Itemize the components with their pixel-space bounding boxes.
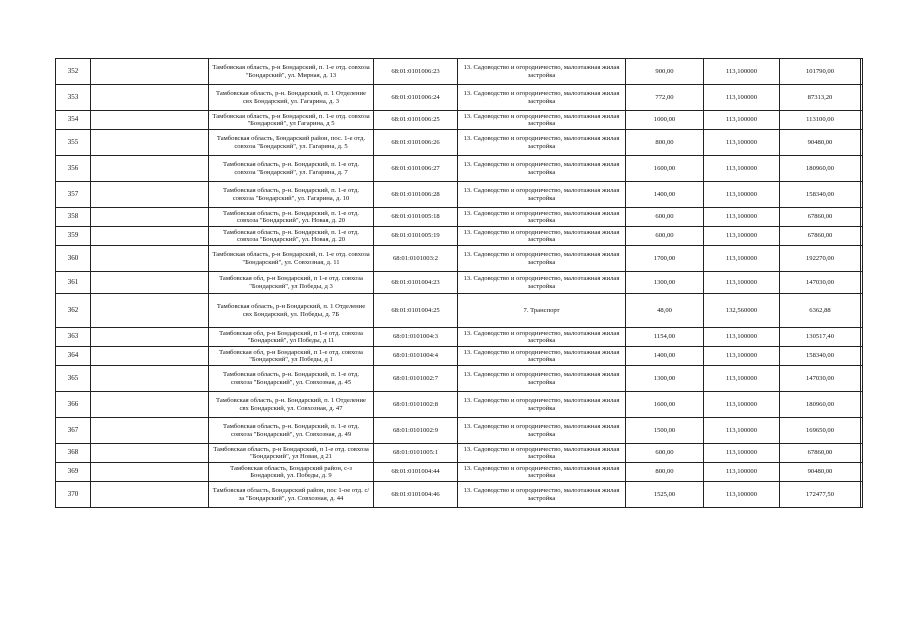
cell-row-number: 369 — [56, 463, 91, 482]
cell-address: Тамбовская область, р-н. Бондарский, п. 1-е отд. совхоза "Бондарский", ул. Новая, д. 20 — [209, 208, 374, 227]
cell-row-number: 360 — [56, 246, 91, 272]
cell-row-number: 357 — [56, 182, 91, 208]
table-row — [56, 366, 863, 392]
cell-cadastral-number: 68:01:0101002:9 — [374, 418, 458, 444]
cell-row-number: 352 — [56, 59, 91, 85]
cell-address: Тамбовская область, Бондарский район, пос. 1-е отд. совхоза "Бондарский", ул. Гагарина, д. 5 — [209, 130, 374, 156]
cell-address: Тамбовская обл, р-н Бондарский, п 1-е отд. совхоза "Бондарский", ул Победы, д 3 — [209, 272, 374, 294]
cell-land-use: 13. Садоводство и огородничество, малоэтажная жилая застройка — [458, 130, 626, 156]
cell-address: Тамбовская область, р-н. Бондарский, п. 1 Отделение свх Бондарский, ул. Гагарина, д. 3 — [209, 85, 374, 111]
cell-value: 169650,00 — [780, 418, 861, 444]
table-row — [56, 444, 863, 463]
cell-value: 6362,88 — [780, 294, 861, 328]
cell-empty-end — [861, 59, 863, 85]
cell-area: 1000,00 — [626, 111, 704, 130]
cell-land-use: 13. Садоводство и огородничество, малоэтажная жилая застройка — [458, 246, 626, 272]
cell-cadastral-number: 68:01:0101006:26 — [374, 130, 458, 156]
cell-area: 900,00 — [626, 59, 704, 85]
cell-empty — [91, 59, 209, 85]
cell-address: Тамбовская область, р-н Бондарский, п 1-е отд. совхоза "Бондарский", ул Новая, д 21 — [209, 444, 374, 463]
cell-cadastral-number: 68:01:0101002:7 — [374, 366, 458, 392]
cell-area: 1700,00 — [626, 246, 704, 272]
cell-row-number: 355 — [56, 130, 91, 156]
table-row — [56, 482, 863, 508]
cell-empty-end — [861, 444, 863, 463]
cell-address: Тамбовская область, р-н. Бондарский, п. 1-е отд. совхоза "Бондарский", ул. Совхозная, д. 49 — [209, 418, 374, 444]
table-row — [56, 347, 863, 366]
table-row — [56, 246, 863, 272]
cell-area: 48,00 — [626, 294, 704, 328]
cell-value: 158340,00 — [780, 182, 861, 208]
cell-empty-end — [861, 85, 863, 111]
table-row — [56, 463, 863, 482]
cell-empty — [91, 444, 209, 463]
cell-rate: 113,100000 — [704, 246, 780, 272]
cell-empty — [91, 227, 209, 246]
cell-cadastral-number: 68:01:0101004:3 — [374, 328, 458, 347]
cell-area: 800,00 — [626, 463, 704, 482]
cell-rate: 113,100000 — [704, 182, 780, 208]
cell-value: 147030,00 — [780, 366, 861, 392]
cell-empty — [91, 246, 209, 272]
cell-cadastral-number: 68:01:0101005:1 — [374, 444, 458, 463]
cell-land-use: 13. Садоводство и огородничество, малоэтажная жилая застройка — [458, 272, 626, 294]
cell-rate: 113,100000 — [704, 85, 780, 111]
cell-empty — [91, 294, 209, 328]
cell-empty-end — [861, 418, 863, 444]
cell-empty — [91, 418, 209, 444]
cell-row-number: 356 — [56, 156, 91, 182]
cell-empty-end — [861, 482, 863, 508]
cell-row-number: 368 — [56, 444, 91, 463]
cell-row-number: 367 — [56, 418, 91, 444]
cell-cadastral-number: 68:01:0101006:23 — [374, 59, 458, 85]
cell-empty — [91, 463, 209, 482]
cell-rate: 113,100000 — [704, 59, 780, 85]
cell-cadastral-number: 68:01:0101003:2 — [374, 246, 458, 272]
cell-cadastral-number: 68:01:0101004:44 — [374, 463, 458, 482]
cell-empty — [91, 85, 209, 111]
cell-cadastral-number: 68:01:0101002:8 — [374, 392, 458, 418]
cell-value: 67860,00 — [780, 227, 861, 246]
table-row — [56, 85, 863, 111]
cell-land-use: 13. Садоводство и огородничество, малоэтажная жилая застройка — [458, 392, 626, 418]
cell-value: 180960,00 — [780, 392, 861, 418]
cell-value: 87313,20 — [780, 85, 861, 111]
cell-row-number: 362 — [56, 294, 91, 328]
cell-address: Тамбовская обл, р-н Бондарский, п 1-е отд. совхоза "Бондарский", ул Победы, д 11 — [209, 328, 374, 347]
cell-empty-end — [861, 392, 863, 418]
cell-empty-end — [861, 463, 863, 482]
cell-area: 1525,00 — [626, 482, 704, 508]
cell-rate: 113,100000 — [704, 272, 780, 294]
table-row — [56, 111, 863, 130]
cell-address: Тамбовская область, р-н. Бондарский, п. 1-е отд. совхоза "Бондарский", ул. Новая, д. 20 — [209, 227, 374, 246]
cell-empty — [91, 482, 209, 508]
cell-land-use: 7. Транспорт — [458, 294, 626, 328]
cell-empty-end — [861, 156, 863, 182]
cell-rate: 113,100000 — [704, 130, 780, 156]
cell-area: 1400,00 — [626, 182, 704, 208]
cell-land-use: 13. Садоводство и огородничество, малоэтажная жилая застройка — [458, 463, 626, 482]
cell-area: 600,00 — [626, 208, 704, 227]
cell-cadastral-number: 68:01:0101006:24 — [374, 85, 458, 111]
cell-cadastral-number: 68:01:0101004:46 — [374, 482, 458, 508]
cell-land-use: 13. Садоводство и огородничество, малоэтажная жилая застройка — [458, 85, 626, 111]
cell-land-use: 13. Садоводство и огородничество, малоэтажная жилая застройка — [458, 156, 626, 182]
cell-land-use: 13. Садоводство и огородничество, малоэтажная жилая застройка — [458, 59, 626, 85]
table-row — [56, 130, 863, 156]
cell-empty — [91, 366, 209, 392]
cell-address: Тамбовская область, р-н. Бондарский, п. 1 Отделение свх Бондарский, ул. Совхозная, д. 47 — [209, 392, 374, 418]
cell-empty-end — [861, 130, 863, 156]
cell-row-number: 366 — [56, 392, 91, 418]
cell-land-use: 13. Садоводство и огородничество, малоэтажная жилая застройка — [458, 444, 626, 463]
cell-row-number: 363 — [56, 328, 91, 347]
cell-rate: 113,100000 — [704, 418, 780, 444]
cell-area: 600,00 — [626, 444, 704, 463]
cell-row-number: 358 — [56, 208, 91, 227]
table-row — [56, 392, 863, 418]
table-row — [56, 418, 863, 444]
cell-empty-end — [861, 294, 863, 328]
cell-value: 90480,00 — [780, 463, 861, 482]
cell-cadastral-number: 68:01:0101006:25 — [374, 111, 458, 130]
cell-land-use: 13. Садоводство и огородничество, малоэтажная жилая застройка — [458, 366, 626, 392]
cell-empty-end — [861, 111, 863, 130]
cell-area: 1500,00 — [626, 418, 704, 444]
table-row — [56, 294, 863, 328]
cell-empty — [91, 328, 209, 347]
cell-area: 772,00 — [626, 85, 704, 111]
cell-rate: 113,100000 — [704, 227, 780, 246]
cell-cadastral-number: 68:01:0101006:28 — [374, 182, 458, 208]
cell-land-use: 13. Садоводство и огородничество, малоэтажная жилая застройка — [458, 347, 626, 366]
table-row — [56, 59, 863, 85]
cell-address: Тамбовская область, р-н Бондарский, п. 1-е отд. совхоза "Бондарский", ул. Мирная, д. 13 — [209, 59, 374, 85]
cell-empty-end — [861, 366, 863, 392]
cell-address: Тамбовская обл, р-н Бондарский, п 1-е отд. совхоза "Бондарский", ул Победы, д 1 — [209, 347, 374, 366]
cell-rate: 113,100000 — [704, 328, 780, 347]
cell-cadastral-number: 68:01:0101005:19 — [374, 227, 458, 246]
cell-area: 1300,00 — [626, 366, 704, 392]
cell-empty-end — [861, 208, 863, 227]
table-body — [56, 59, 863, 508]
cell-land-use: 13. Садоводство и огородничество, малоэтажная жилая застройка — [458, 208, 626, 227]
cell-rate: 113,100000 — [704, 208, 780, 227]
cell-cadastral-number: 68:01:0101004:25 — [374, 294, 458, 328]
cell-empty — [91, 156, 209, 182]
cell-rate: 113,100000 — [704, 482, 780, 508]
cell-empty — [91, 392, 209, 418]
table-row — [56, 272, 863, 294]
cell-row-number: 364 — [56, 347, 91, 366]
cell-rate: 132,560000 — [704, 294, 780, 328]
cell-empty-end — [861, 246, 863, 272]
cell-land-use: 13. Садоводство и огородничество, малоэтажная жилая застройка — [458, 182, 626, 208]
cell-row-number: 353 — [56, 85, 91, 111]
cell-land-use: 13. Садоводство и огородничество, малоэтажная жилая застройка — [458, 328, 626, 347]
cell-value: 130517,40 — [780, 328, 861, 347]
document-page — [55, 58, 850, 508]
cell-area: 1600,00 — [626, 156, 704, 182]
table-row — [56, 208, 863, 227]
cell-cadastral-number: 68:01:0101005:18 — [374, 208, 458, 227]
cell-empty — [91, 347, 209, 366]
cell-land-use: 13. Садоводство и огородничество, малоэтажная жилая застройка — [458, 482, 626, 508]
cell-value: 147030,00 — [780, 272, 861, 294]
cell-address: Тамбовская область, Бондарский район, с-з Бондарский, ул. Победы, д. 9 — [209, 463, 374, 482]
cell-value: 172477,50 — [780, 482, 861, 508]
cell-empty — [91, 182, 209, 208]
cell-value: 113100,00 — [780, 111, 861, 130]
cell-empty-end — [861, 347, 863, 366]
cell-value: 67860,00 — [780, 444, 861, 463]
cell-address: Тамбовская область, Бондарский район, пос 1-ое отд. с/за "Бондарский", ул. Совхозная, д. 44 — [209, 482, 374, 508]
cell-value: 180960,00 — [780, 156, 861, 182]
cell-land-use: 13. Садоводство и огородничество, малоэтажная жилая застройка — [458, 111, 626, 130]
cell-empty-end — [861, 272, 863, 294]
cell-row-number: 359 — [56, 227, 91, 246]
cell-cadastral-number: 68:01:0101004:4 — [374, 347, 458, 366]
cell-area: 1400,00 — [626, 347, 704, 366]
cell-land-use: 13. Садоводство и огородничество, малоэтажная жилая застройка — [458, 418, 626, 444]
cell-row-number: 361 — [56, 272, 91, 294]
cell-area: 800,00 — [626, 130, 704, 156]
cell-rate: 113,100000 — [704, 444, 780, 463]
cell-rate: 113,100000 — [704, 392, 780, 418]
cell-area: 1600,00 — [626, 392, 704, 418]
cell-cadastral-number: 68:01:0101006:27 — [374, 156, 458, 182]
cell-address: Тамбовская область, р-н. Бондарский, п. 1-е отд. совхоза "Бондарский", ул. Гагарина, д. 7 — [209, 156, 374, 182]
cell-rate: 113,100000 — [704, 156, 780, 182]
cell-address: Тамбовская область, р-н Бондарский, п. 1-е отд. совхоза "Бондарский", ул. Совхозная, д. 11 — [209, 246, 374, 272]
cell-empty — [91, 111, 209, 130]
cell-row-number: 370 — [56, 482, 91, 508]
cell-address: Тамбовская область, р-н Бондарский, п. 1 Отделение свх Бондарский, ул. Победы, д. 7Б — [209, 294, 374, 328]
cell-empty-end — [861, 328, 863, 347]
cell-value: 90480,00 — [780, 130, 861, 156]
cell-value: 192270,00 — [780, 246, 861, 272]
table-row — [56, 328, 863, 347]
cell-rate: 113,100000 — [704, 347, 780, 366]
cell-rate: 113,100000 — [704, 111, 780, 130]
cell-address: Тамбовская область, р-н. Бондарский, п. 1-е отд. совхоза "Бондарский", ул. Гагарина, д. 10 — [209, 182, 374, 208]
cell-row-number: 365 — [56, 366, 91, 392]
cell-value: 158340,00 — [780, 347, 861, 366]
cell-value: 67860,00 — [780, 208, 861, 227]
cell-value: 101790,00 — [780, 59, 861, 85]
cell-empty — [91, 130, 209, 156]
cell-land-use: 13. Садоводство и огородничество, малоэтажная жилая застройка — [458, 227, 626, 246]
table-row — [56, 227, 863, 246]
cadastral-table — [55, 58, 863, 508]
cell-empty-end — [861, 182, 863, 208]
cell-cadastral-number: 68:01:0101004:23 — [374, 272, 458, 294]
cell-rate: 113,100000 — [704, 366, 780, 392]
cell-empty — [91, 272, 209, 294]
cell-rate: 113,100000 — [704, 463, 780, 482]
table-row — [56, 156, 863, 182]
cell-empty — [91, 208, 209, 227]
cell-area: 600,00 — [626, 227, 704, 246]
cell-empty-end — [861, 227, 863, 246]
cell-address: Тамбовская область, р-н Бондарский, п. 1-е отд. совхоза "Бондарский", ул Гагарина, д 5 — [209, 111, 374, 130]
cell-area: 1154,00 — [626, 328, 704, 347]
cell-area: 1300,00 — [626, 272, 704, 294]
cell-row-number: 354 — [56, 111, 91, 130]
table-row — [56, 182, 863, 208]
cell-address: Тамбовская область, р-н. Бондарский, п. 1-е отд. совхоза "Бондарский", ул. Совхозная, д. 45 — [209, 366, 374, 392]
